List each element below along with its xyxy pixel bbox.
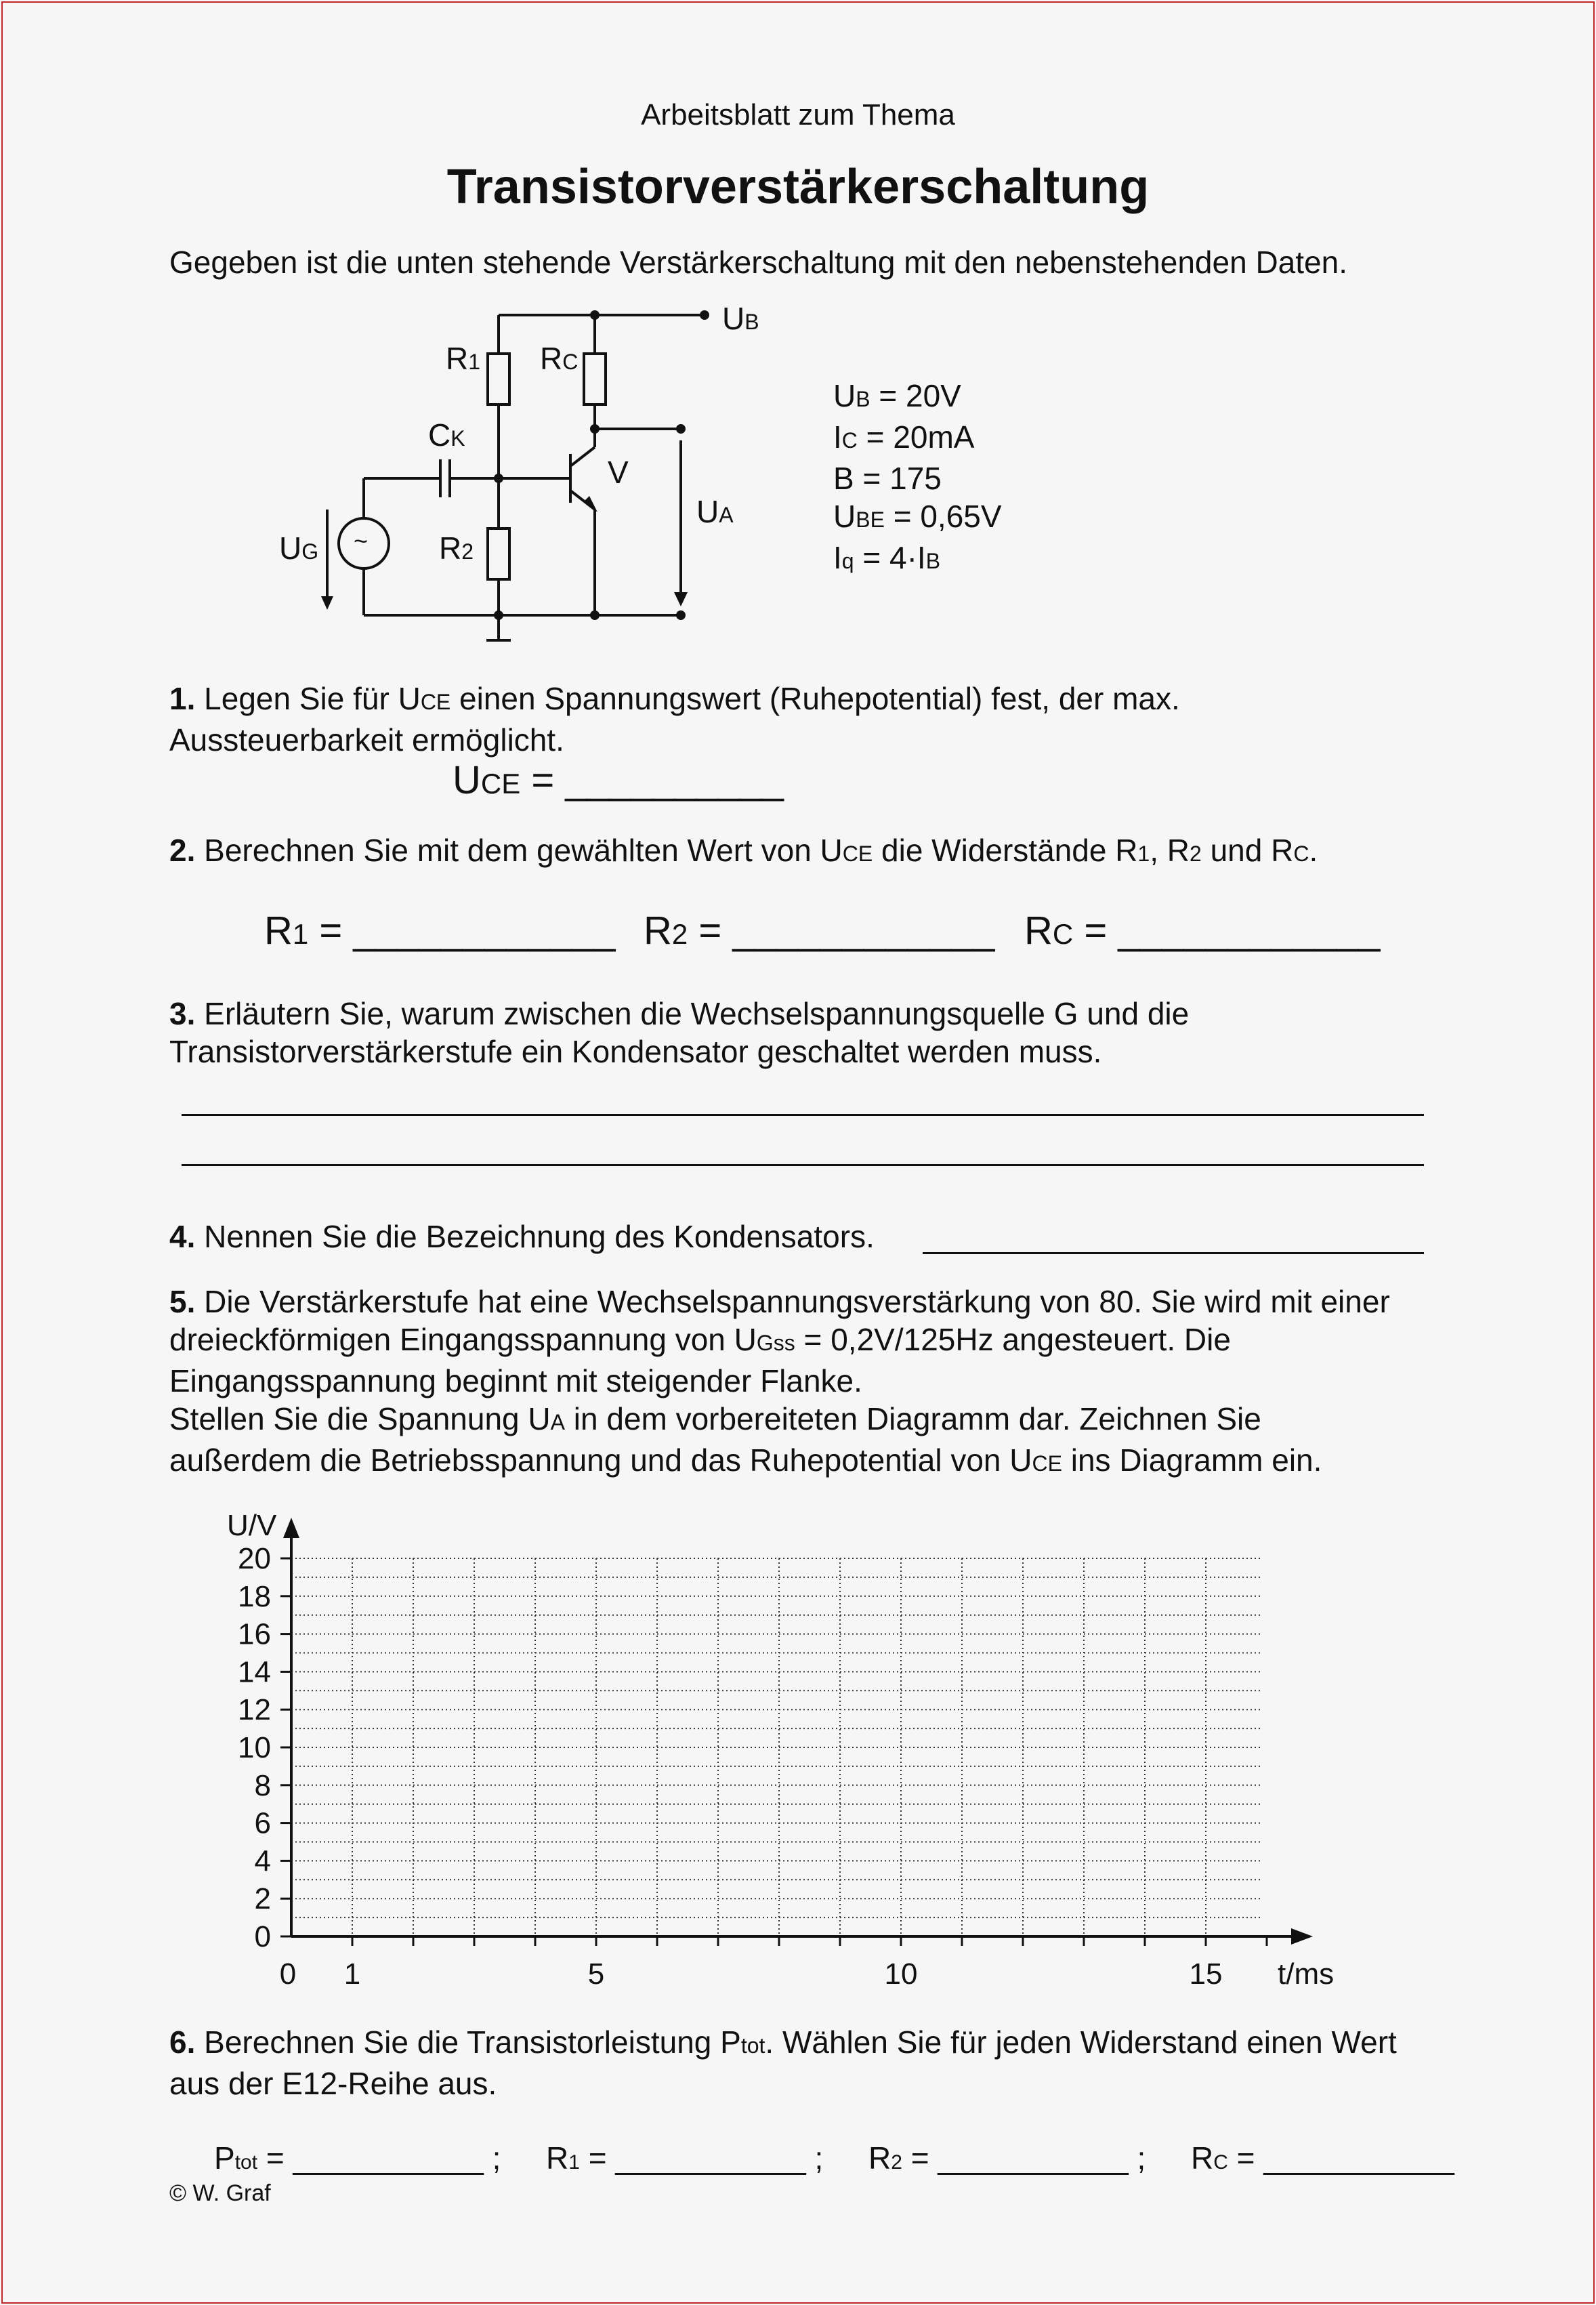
label-ub: UB (722, 301, 759, 336)
y-tick-label: 16 (238, 1617, 271, 1651)
question-4: 4. Nennen Sie die Bezeichnung des Kondensators. (169, 1219, 875, 1254)
y-axis-label: U/V (227, 1509, 277, 1542)
x-tick-label: 1 (343, 1957, 361, 1991)
y-axis-arrow (283, 1518, 299, 1538)
x-tick-label: 15 (1189, 1957, 1223, 1991)
x-tick-label: 10 (884, 1957, 918, 1991)
x-axis-label: t/ms (1278, 1957, 1335, 1991)
y-tick-label: 0 (254, 1920, 271, 1953)
answer-rc: RC = ____________ (1024, 909, 1381, 953)
y-tick-label: 8 (254, 1768, 271, 1802)
y-tick-label: 20 (238, 1542, 271, 1575)
question-5: 5. Die Verstärkerstufe hat eine Wechselspannungsverstärkung von 80. Sie wird mit einer dreieckförmigen Eingangsspannung von UGss = 0,2V/125Hz angesteuert. Die Eingangsspannung beginnt mit steigender Flanke. Stellen Sie die Spannung UA in dem vorbereiteten Diagramm dar. Zeichnen Sie außerdem die Betriebsspannung und das Ruhepotential von UCE ins Diagramm ein. (169, 1284, 1390, 1478)
y-tick-label: 2 (254, 1882, 271, 1916)
answer-r1: R1 = ____________ (264, 909, 616, 953)
ac-source-symbol: ~ (354, 527, 369, 555)
answer-rc-e12: RC = ___________ (1191, 2140, 1454, 2176)
x-tick-label: 5 (587, 1957, 605, 1991)
label-ck: CK (428, 417, 465, 453)
label-ug: UG (279, 531, 319, 566)
y-tick-label: 10 (238, 1731, 271, 1764)
x-axis-arrow (1291, 1928, 1313, 1945)
answer-ptot: Ptot = ___________ ; (214, 2140, 501, 2176)
answer-r1-e12: R1 = ___________ ; (546, 2140, 824, 2176)
y-tick-label: 6 (254, 1806, 271, 1840)
label-transistor-v: V (608, 455, 629, 490)
given-ic: IC = 20mA (833, 419, 975, 455)
given-ub: UB = 20V (833, 378, 961, 413)
label-r2: R2 (439, 531, 474, 566)
y-tick-label: 4 (254, 1844, 271, 1878)
label-r1: R1 (446, 341, 481, 376)
question-6: 6. Berechnen Sie die Transistorleistung Ptot. Wählen Sie für jeden Widerstand einen Wert aus der E12-Reihe aus. (169, 2024, 1397, 2101)
x-tick-label: 0 (279, 1957, 297, 1991)
given-iq: Iq = 4·IB (833, 540, 941, 575)
y-tick-label: 12 (238, 1693, 271, 1727)
given-b: B = 175 (833, 461, 942, 496)
intro-text: Gegeben ist die unten stehende Verstärkerschaltung mit den nebenstehenden Daten. (169, 245, 1347, 280)
given-ube: UBE = 0,65V (833, 499, 1002, 534)
answer-r2-e12: R2 = ___________ ; (868, 2140, 1146, 2176)
label-ua: UA (696, 494, 734, 529)
answer-r2: R2 = ____________ (644, 909, 995, 953)
label-rc: RC (540, 341, 579, 376)
question-2: 2. Berechnen Sie mit dem gewählten Wert von UCE die Widerstände R1, R2 und RC. (169, 833, 1318, 868)
worksheet-title: Transistorverstärkerschaltung (446, 160, 1150, 214)
y-tick-label: 14 (238, 1655, 271, 1689)
question-3: 3. Erläutern Sie, warum zwischen die Wechselspannungsquelle G und die Transistorverstärkerstufe ein Kondensator geschaltet werden muss. (169, 996, 1190, 1069)
copyright-footer: © W. Graf (169, 2180, 271, 2206)
answer-uce: UCE = __________ (453, 758, 784, 802)
worksheet-subtitle: Arbeitsblatt zum Thema (641, 98, 955, 131)
question-1: 1. Legen Sie für UCE einen Spannungswert (Ruhepotential) fest, der max. Aussteuerbarkeit ermöglicht. (169, 681, 1180, 757)
y-tick-label: 18 (238, 1579, 271, 1613)
